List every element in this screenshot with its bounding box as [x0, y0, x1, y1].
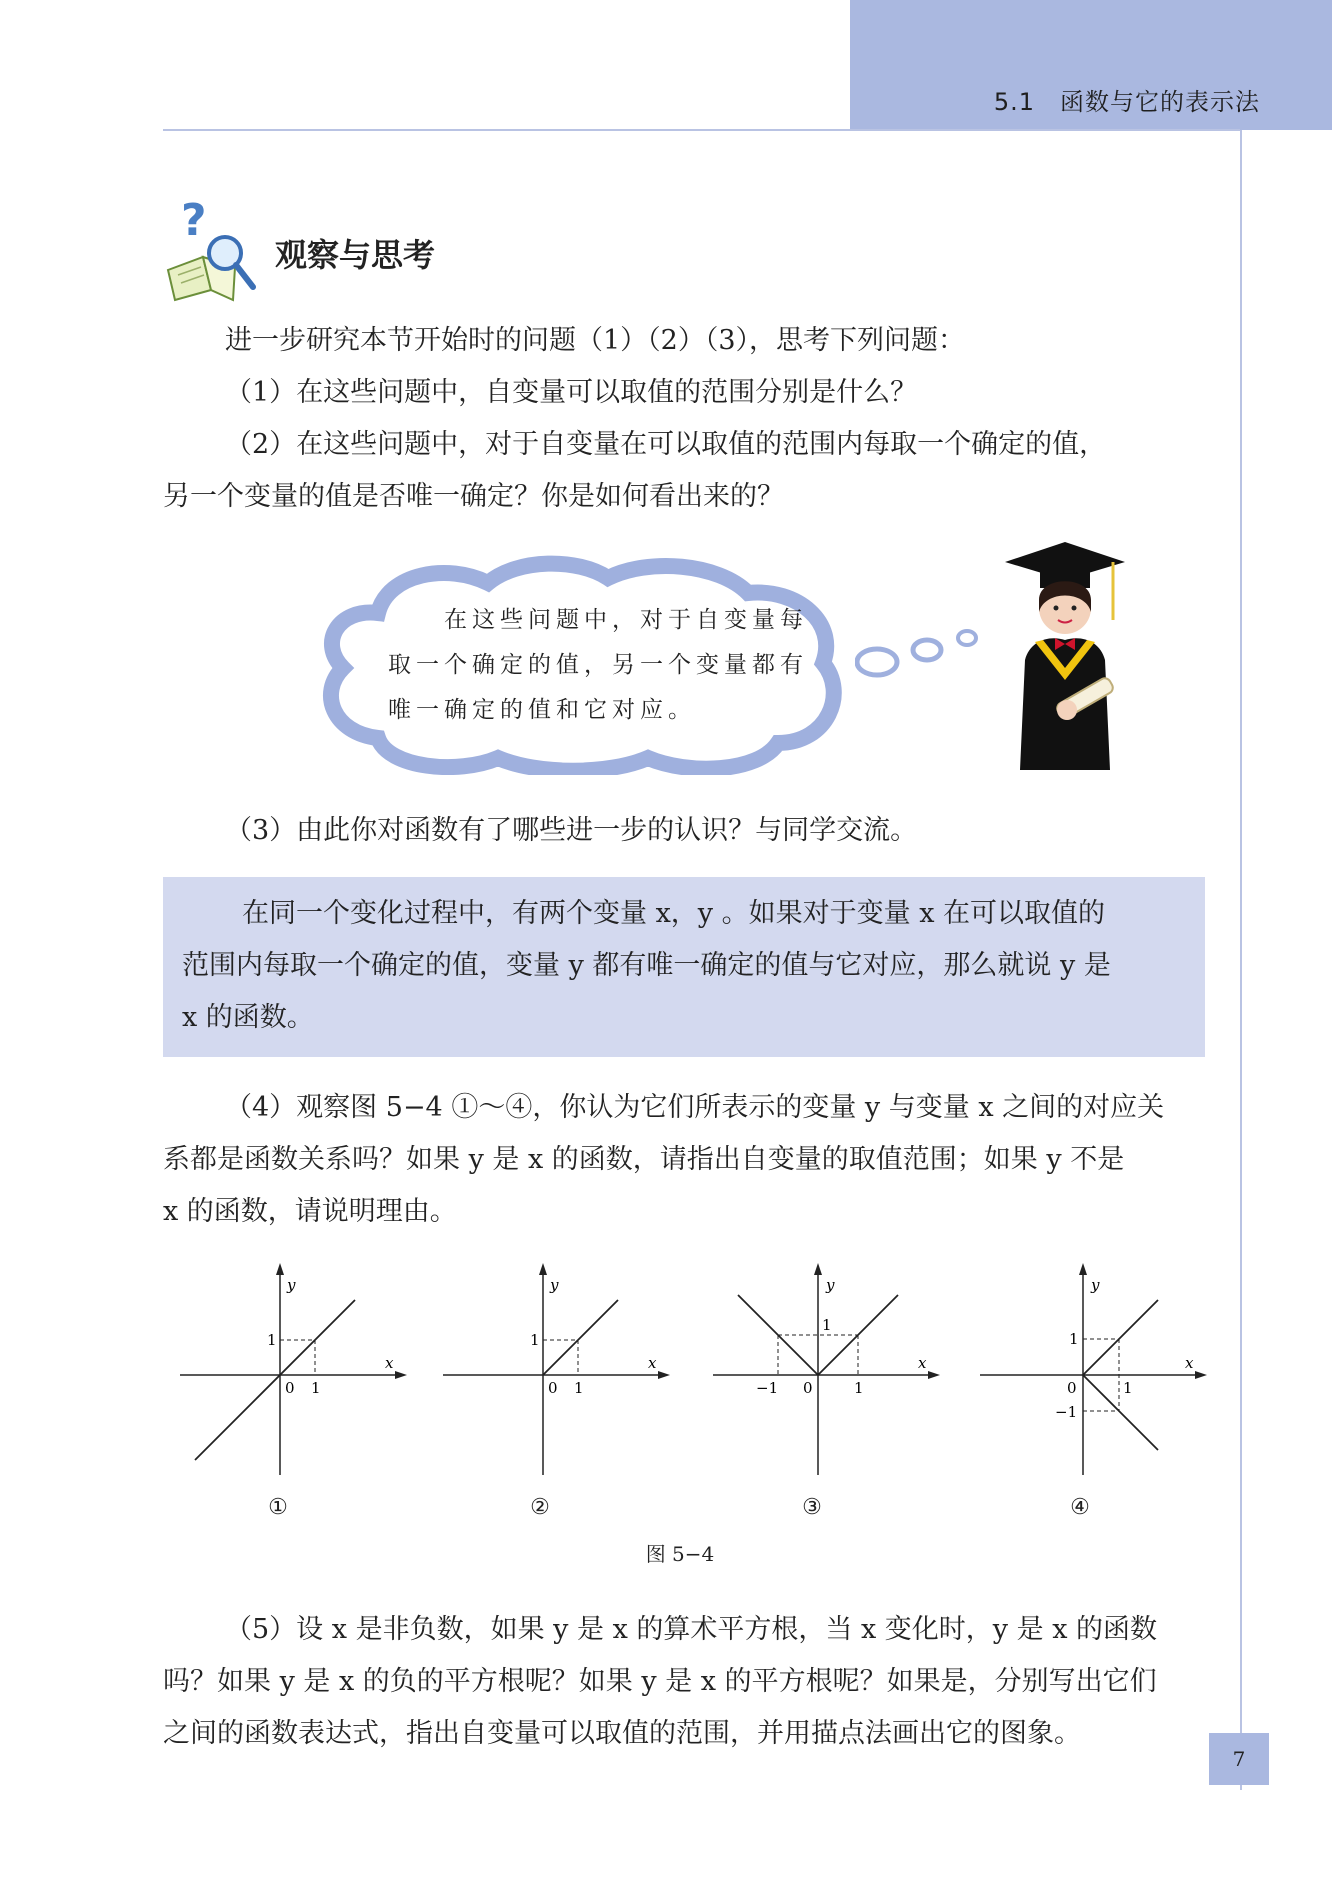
graph-label-4: ④ [1070, 1495, 1090, 1520]
tick-label-1: 1 [267, 1331, 277, 1349]
tick-label-neg1: −1 [756, 1379, 779, 1397]
definition-line-3: x 的函数。 [182, 1002, 314, 1033]
axis-label-y: y [550, 1276, 559, 1294]
axis-label-x: x [648, 1354, 657, 1372]
definition-text [182, 888, 1192, 1044]
graph-label-3: ③ [802, 1495, 822, 1520]
graph-1 [175, 1260, 415, 1480]
cloud-text [388, 598, 808, 733]
cloud-line-3: 唯一确定的值和它对应。 [388, 697, 696, 723]
definition-line-1: 在同一个变化过程中，有两个变量 x，y 。如果对于变量 x 在可以取值的 [242, 898, 1106, 929]
cloud-line-1: 在这些问题中，对于自变量每 [444, 607, 808, 633]
tick-label-1: 1 [1069, 1330, 1079, 1348]
graph-2 [438, 1260, 678, 1480]
header-divider [163, 129, 1240, 131]
question-4-line3: x 的函数，请说明理由。 [163, 1196, 457, 1227]
tick-label-1: 1 [574, 1379, 584, 1397]
tick-label-neg1: −1 [1055, 1403, 1078, 1421]
axis-label-x: x [1185, 1354, 1194, 1372]
question-4-line1: （4）观察图 5−4 ①～④，你认为它们所表示的变量 y 与变量 x 之间的对应关 [225, 1092, 1165, 1123]
tick-label-1: 1 [530, 1331, 540, 1349]
axis-label-y: y [826, 1276, 835, 1294]
tick-label-1: 1 [822, 1316, 832, 1334]
question-2-line2: 另一个变量的值是否唯一确定？你是如何看出来的？ [163, 481, 784, 512]
question-5-line2: 吗？如果 y 是 x 的负的平方根呢？如果 y 是 x 的平方根呢？如果是，分别写出它们 [163, 1666, 1157, 1697]
thought-bubbles [855, 620, 995, 680]
question-5-line3: 之间的函数表达式，指出自变量可以取值的范围，并用描点法画出它的图象。 [163, 1718, 1081, 1749]
axis-label-x: x [385, 1354, 394, 1372]
question-1: （1）在这些问题中，自变量可以取值的范围分别是什么？ [225, 377, 918, 408]
student-graduate-illustration [995, 540, 1135, 770]
axis-label-x: x [918, 1354, 927, 1372]
tick-label-0: 0 [548, 1379, 558, 1397]
tick-label-1: 1 [1123, 1379, 1133, 1397]
graph-4 [975, 1260, 1215, 1480]
page-number: 7 [1209, 1733, 1269, 1785]
question-5-line1: （5）设 x 是非负数，如果 y 是 x 的算术平方根，当 x 变化时，y 是 x 的函数 [225, 1614, 1157, 1645]
section-heading: 观察与思考 [275, 236, 436, 274]
book-magnifier-icon [163, 195, 263, 305]
figure-caption: 图 5−4 [645, 1542, 715, 1566]
chapter-title: 5.1 函数与它的表示法 [993, 88, 1260, 116]
tick-label-0: 0 [803, 1379, 813, 1397]
tick-label-0: 0 [1067, 1379, 1077, 1397]
tick-label-0: 0 [285, 1379, 295, 1397]
tick-label-1: 1 [854, 1379, 864, 1397]
graph-label-1: ① [268, 1495, 288, 1520]
cloud-line-2: 取一个确定的值，另一个变量都有 [388, 652, 808, 678]
svg-text:?: ? [181, 195, 207, 246]
definition-line-2: 范围内每取一个确定的值，变量 y 都有唯一确定的值与它对应，那么就说 y 是 [182, 950, 1111, 981]
question-2-line1: （2）在这些问题中，对于自变量在可以取值的范围内每取一个确定的值， [225, 429, 1107, 460]
paragraph-intro: 进一步研究本节开始时的问题（1）（2）（3），思考下列问题： [225, 325, 966, 356]
axis-label-y: y [1091, 1276, 1100, 1294]
margin-line [1240, 130, 1242, 1790]
graph-label-2: ② [530, 1495, 550, 1520]
question-3: （3）由此你对函数有了哪些进一步的认识？与同学交流。 [225, 815, 918, 846]
axis-label-y: y [287, 1276, 296, 1294]
tick-label-1: 1 [311, 1379, 321, 1397]
question-4-line2: 系都是函数关系吗？如果 y 是 x 的函数，请指出自变量的取值范围；如果 y 不是 [163, 1144, 1125, 1175]
graph-3 [708, 1260, 948, 1480]
